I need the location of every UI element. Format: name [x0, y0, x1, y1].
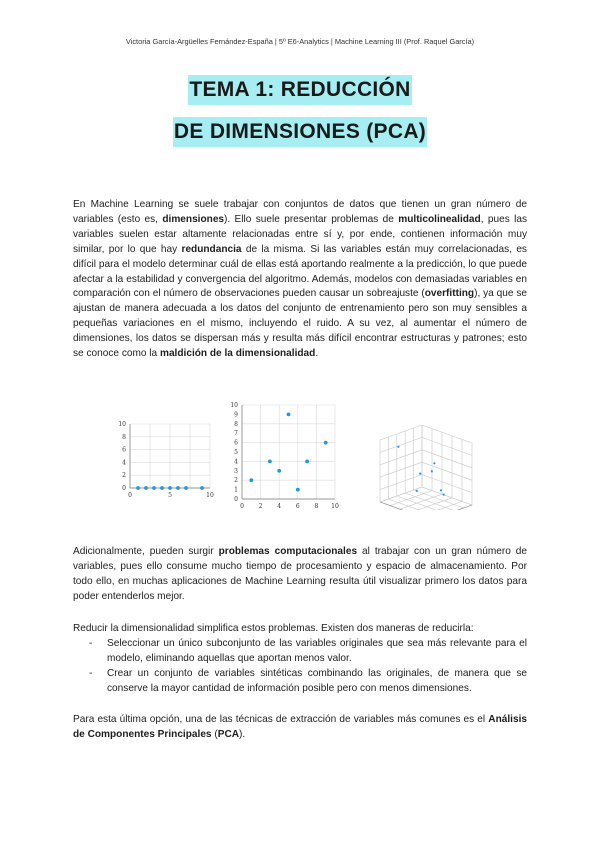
y-tick-label: 1 [234, 486, 238, 494]
reduction-intro: Reducir la dimensionalidad simplifica estos problemas. Existen dos maneras de reducirla: [73, 623, 474, 634]
y-tick-label: 8 [234, 420, 238, 428]
data-point [277, 469, 281, 473]
y-tick-label: 7 [234, 430, 238, 438]
y-tick-label: 9 [234, 411, 238, 419]
paragraph-intro [73, 198, 527, 362]
x-tick-label: 0 [128, 492, 132, 499]
y-tick-label: 2 [122, 472, 126, 480]
y-tick-label: 0 [234, 496, 238, 503]
text-run: Para esta última opción, una de las técnicas de extracción de variables más comunes es el [73, 714, 489, 725]
data-point [168, 486, 172, 490]
data-point [443, 494, 445, 496]
title-line-2 [0, 117, 600, 147]
bold-term-redundancia: redundancia [181, 243, 242, 255]
x-tick-label: 5 [168, 492, 172, 499]
data-point [144, 486, 148, 490]
bold-term-multicolinealidad: multicolinealidad [398, 213, 481, 225]
data-point [160, 486, 164, 490]
y-tick-label: 4 [122, 459, 126, 467]
bold-term-pca: PCA [217, 728, 240, 740]
x-tick-label: 6 [295, 503, 300, 510]
y-tick-label: 6 [234, 439, 238, 447]
list-item-text: Crear un conjunto de variables sintéticas combinando las originales, de manera que se conserve la mayor cantidad de información posible pero con menos dimensiones. [107, 667, 527, 694]
list-item [73, 637, 527, 667]
wall-gridline [380, 475, 422, 490]
text-run: , pues las variables suelen estar altamente relacionadas entre sí y, por ende, contienen información muy similar, por lo que hay [73, 213, 527, 255]
data-point [431, 470, 433, 472]
data-point [397, 446, 399, 448]
data-point [416, 490, 418, 492]
data-point [440, 489, 442, 491]
chart-2d-scatter [225, 396, 345, 516]
bold-term-dimensiones: dimensiones [162, 213, 225, 225]
y-tick-label: 5 [234, 449, 238, 456]
bold-term-acp: Análisis de Componentes Principales [73, 714, 527, 740]
floor-gridline [400, 494, 442, 509]
y-tick-label: 2 [234, 477, 238, 485]
title-text-1: TEMA 1: REDUCCIÓN [188, 75, 411, 105]
chart-3d-scatter [360, 405, 485, 510]
dash-bullet: - [89, 637, 93, 649]
text-run: al trabajar con un gran número de variables, pues ello consume mucho tiempo de procesamiento y espacio de almacenamiento. Por todo ello, en muchas aplicaciones de Machine Learning resulta útil visualizar primero los datos para poder entenderlos mejor. [73, 546, 527, 602]
x-tick-label: 8 [314, 503, 319, 510]
method-list [73, 637, 527, 697]
x-tick-label: 2 [258, 503, 263, 510]
y-tick-label: 4 [234, 458, 238, 466]
list-item [73, 667, 527, 697]
data-point [268, 460, 272, 464]
y-tick-label: 10 [118, 421, 126, 428]
text-run: ). [239, 728, 246, 740]
data-point [176, 486, 180, 490]
text-run: ), ya que se ajustan de manera adecuada a los datos del conjunto de entrenamiento pero son muy sensibles a pequeñas variaciones en el mismo, incluyendo el ruido. A su vez, al aumentar el número de dimensiones, los datos se dispersan más y resulta más difícil encontrar estructuras y patrones; esto se conoce como la [73, 288, 527, 360]
page-header: Victoria García-Argüelles Fernández-España | 5º E6-Analytics | Machine Learning III (Prof. Raquel García) [125, 37, 475, 46]
title-text-2: DE DIMENSIONES (PCA) [173, 117, 427, 147]
bold-term-overfitting: overfitting [424, 288, 475, 300]
y-axis [380, 502, 430, 510]
data-point [200, 486, 204, 490]
wall-gridline [380, 437, 422, 452]
text-run: de la misma. Si las variables están muy correlacionadas, es difícil para el modelo determinar cuál de ellas está aportando realmente a la predicción, lo que puede afectar a la estabilidad y convergencia del algoritmo. Además, modelos con demasiadas variables en comparación con el número de observaciones pueden causar un sobreajuste ( [73, 243, 527, 300]
title-line-1 [0, 75, 600, 105]
list-item-text: Seleccionar un único subconjunto de las variables originales que sea más relevante para el modelo, eliminando aquellas que aportan menos valor. [107, 637, 527, 664]
y-tick-label: 8 [122, 433, 126, 441]
floor-gridline [380, 502, 430, 510]
x-tick-label: 10 [331, 503, 339, 510]
text-run: ). Ello suele presentar problemas de [224, 213, 399, 225]
bold-term-maldicion: maldición de la dimensionalidad [159, 348, 316, 360]
y-tick-label: 10 [230, 402, 238, 409]
chart-1d-scatter [112, 396, 224, 516]
y-tick-label: 6 [122, 446, 126, 454]
paragraph-pca [73, 713, 527, 743]
paragraph-computational [73, 545, 527, 605]
data-point [249, 478, 253, 482]
data-point [419, 473, 421, 475]
text-run: ( [211, 728, 218, 740]
floor-gridline [380, 487, 422, 502]
x-tick-label: 10 [206, 492, 214, 499]
text-run: . [315, 348, 319, 360]
floor-gridline [390, 491, 432, 506]
y-tick-label: 3 [234, 467, 238, 475]
wall-gridline [380, 425, 422, 440]
data-point [184, 486, 188, 490]
text-run: Adicionalmente, pueden surgir [73, 546, 219, 557]
x-tick-label: 4 [277, 503, 282, 510]
wall-gridline [380, 462, 422, 477]
data-point [305, 460, 309, 464]
text-run: En Machine Learning se suele trabajar con conjuntos de datos que tienen un gran número de variables (esto es, [73, 199, 527, 225]
paragraph-reduction [73, 622, 527, 697]
x-tick-label: 0 [240, 503, 244, 510]
y-tick-label: 0 [122, 485, 126, 492]
data-point [324, 441, 328, 445]
bold-term-problemas: problemas computacionales [218, 546, 358, 557]
data-point [433, 462, 435, 464]
data-point [296, 488, 300, 492]
wall-gridline [380, 450, 422, 465]
data-point [136, 486, 140, 490]
data-point [287, 413, 291, 417]
dash-bullet: - [89, 667, 93, 679]
data-point [152, 486, 156, 490]
